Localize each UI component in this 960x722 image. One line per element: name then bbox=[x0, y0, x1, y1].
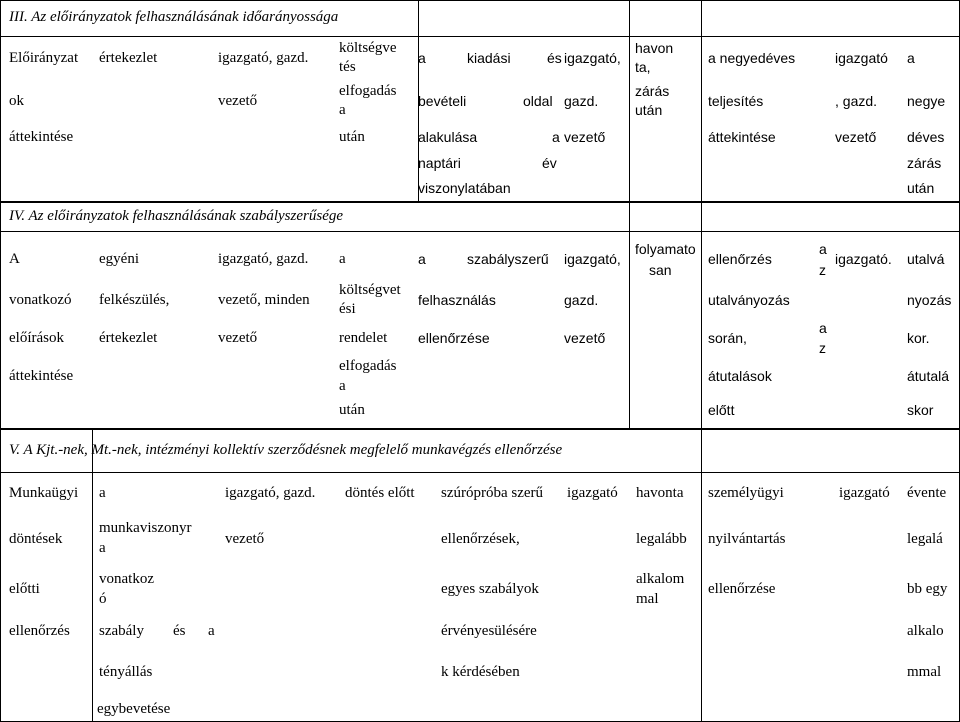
cell-text: skor bbox=[907, 402, 934, 418]
cell-text: alkalo bbox=[907, 623, 944, 639]
cell-text: igazgató, gazd. bbox=[218, 251, 309, 267]
cell-text: vezető bbox=[835, 129, 877, 145]
section5-table bbox=[0, 429, 960, 722]
cell-text: , gazd. bbox=[835, 93, 878, 109]
cell-text: Előirányzat bbox=[9, 50, 79, 66]
cell-text: előírások bbox=[9, 330, 64, 346]
cell-text: gazd. bbox=[564, 93, 599, 109]
cell-text: bevételi bbox=[418, 93, 467, 109]
cell-text: szúrópróba szerű bbox=[441, 485, 544, 501]
cell-text: a bbox=[819, 320, 827, 336]
cell-text: évente bbox=[907, 485, 947, 501]
header-row-divider bbox=[1, 231, 959, 232]
column-divider bbox=[629, 203, 630, 428]
cell-text: a bbox=[819, 241, 827, 257]
cell-text: a bbox=[99, 540, 106, 556]
cell-text: kor. bbox=[907, 330, 930, 346]
cell-text: igazgató, bbox=[564, 251, 621, 267]
column-divider bbox=[701, 1, 702, 201]
section3-title: III. Az előirányzatok felhasználásának időarányossága bbox=[9, 9, 339, 25]
cell-text: a bbox=[418, 251, 426, 267]
cell-text: alkalom bbox=[636, 571, 685, 587]
cell-text: egyéni bbox=[99, 251, 139, 267]
cell-text: alakulása bbox=[418, 129, 478, 145]
cell-text: igazgató bbox=[839, 485, 890, 501]
cell-text: vezető bbox=[225, 531, 265, 547]
section4-table bbox=[0, 202, 960, 429]
cell-text: vezető, minden bbox=[218, 292, 310, 308]
cell-text: z bbox=[819, 340, 826, 356]
cell-text: igazgató, bbox=[564, 50, 621, 66]
cell-text: átutalá bbox=[907, 368, 950, 384]
cell-text: havon bbox=[635, 40, 674, 56]
cell-text: a bbox=[907, 50, 915, 66]
cell-text: Munkaügyi bbox=[9, 485, 79, 501]
cell-text: k kérdésében bbox=[441, 664, 520, 680]
cell-text: A bbox=[9, 251, 20, 267]
cell-text: után bbox=[907, 180, 935, 196]
cell-text: tényállás bbox=[99, 664, 153, 680]
cell-text: áttekintése bbox=[9, 368, 74, 384]
cell-text: legalább bbox=[636, 531, 687, 547]
cell-text: egyes szabályok bbox=[441, 581, 539, 597]
cell-text: havonta bbox=[636, 485, 684, 501]
header-row-divider bbox=[1, 472, 959, 473]
header-row-divider bbox=[1, 36, 959, 37]
cell-text: utalványozás bbox=[708, 292, 790, 308]
cell-text: a negyedéves bbox=[708, 50, 796, 66]
cell-text: negye bbox=[907, 93, 946, 109]
cell-text: tés bbox=[339, 59, 356, 75]
cell-text: legalá bbox=[907, 531, 943, 547]
cell-text: egybevetése bbox=[97, 701, 171, 717]
cell-text: során, bbox=[708, 330, 747, 346]
cell-text: a bbox=[552, 129, 560, 145]
cell-text: san bbox=[649, 262, 672, 278]
cell-text: szabályszerű bbox=[467, 251, 549, 267]
cell-text: döntések bbox=[9, 531, 63, 547]
cell-text: déves bbox=[907, 129, 945, 145]
cell-text: szabály bbox=[99, 623, 144, 639]
cell-text: a bbox=[339, 102, 346, 118]
cell-text: z bbox=[819, 262, 826, 278]
cell-text: ok bbox=[9, 93, 24, 109]
cell-text: felhasználás bbox=[418, 292, 496, 308]
cell-text: gazd. bbox=[564, 292, 599, 308]
cell-text: igazgató, gazd. bbox=[225, 485, 316, 501]
cell-text: értekezlet bbox=[99, 330, 158, 346]
cell-text: a bbox=[99, 485, 106, 501]
cell-text: év bbox=[542, 155, 557, 171]
cell-text: kiadási bbox=[467, 50, 511, 66]
cell-text: előtti bbox=[9, 581, 40, 597]
column-divider bbox=[92, 430, 93, 721]
column-divider bbox=[701, 430, 702, 721]
cell-text: zárás bbox=[907, 155, 942, 171]
cell-text: átutalások bbox=[708, 368, 772, 384]
cell-text: költségvet bbox=[339, 282, 401, 298]
cell-text: ellenőrzése bbox=[708, 581, 776, 597]
cell-text: vonatkozó bbox=[9, 292, 72, 308]
column-divider bbox=[629, 1, 630, 201]
cell-text: igazgató. bbox=[835, 251, 892, 267]
cell-text: és bbox=[173, 623, 186, 639]
cell-text: vezető bbox=[564, 330, 606, 346]
cell-text: a bbox=[339, 378, 346, 394]
cell-text: ellenőrzések, bbox=[441, 531, 520, 547]
cell-text: áttekintése bbox=[708, 129, 776, 145]
section5-title: V. A Kjt.-nek, Mt.-nek, intézményi kollektív szerződésnek megfelelő munkavégzés ellenőrzése bbox=[9, 442, 563, 458]
cell-text: zárás bbox=[635, 83, 670, 99]
cell-text: utalvá bbox=[907, 251, 945, 267]
cell-text: elfogadás bbox=[339, 358, 397, 374]
cell-text: után bbox=[339, 129, 365, 145]
cell-text: áttekintése bbox=[9, 129, 74, 145]
cell-text: és bbox=[547, 50, 562, 66]
cell-text: bb egy bbox=[907, 581, 948, 597]
cell-text: nyozás bbox=[907, 292, 952, 308]
cell-text: döntés előtt bbox=[345, 485, 415, 501]
cell-text: naptári bbox=[418, 155, 461, 171]
cell-text: a bbox=[418, 50, 426, 66]
section3-table bbox=[0, 0, 960, 202]
cell-text: elfogadás bbox=[339, 83, 397, 99]
cell-text: személyügyi bbox=[708, 485, 784, 501]
cell-text: mal bbox=[636, 591, 659, 607]
cell-text: felkészülés, bbox=[99, 292, 170, 308]
cell-text: mmal bbox=[907, 664, 942, 680]
cell-text: ellenőrzés bbox=[708, 251, 772, 267]
cell-text: nyilvántartás bbox=[708, 531, 786, 547]
cell-text: a bbox=[208, 623, 215, 639]
cell-text: ó bbox=[99, 591, 107, 607]
cell-text: vezető bbox=[564, 129, 606, 145]
cell-text: előtt bbox=[708, 402, 735, 418]
cell-text: munkaviszonyr bbox=[99, 520, 192, 536]
cell-text: viszonylatában bbox=[418, 180, 511, 196]
cell-text: ési bbox=[339, 301, 356, 317]
cell-text: a bbox=[339, 251, 346, 267]
cell-text: ta, bbox=[635, 59, 651, 75]
cell-text: rendelet bbox=[339, 330, 388, 346]
cell-text: vezető bbox=[218, 93, 258, 109]
cell-text: igazgató, gazd. bbox=[218, 50, 309, 66]
cell-text: teljesítés bbox=[708, 93, 764, 109]
section4-title: IV. Az előirányzatok felhasználásának szabályszerűsége bbox=[9, 208, 344, 224]
cell-text: vezető bbox=[218, 330, 258, 346]
cell-text: érvényesülésére bbox=[441, 623, 537, 639]
cell-text: igazgató bbox=[835, 50, 888, 66]
cell-text: vonatkoz bbox=[99, 571, 154, 587]
cell-text: igazgató bbox=[567, 485, 618, 501]
cell-text: ellenőrzés bbox=[9, 623, 70, 639]
cell-text: után bbox=[339, 402, 365, 418]
cell-text: után bbox=[635, 102, 663, 118]
cell-text: értekezlet bbox=[99, 50, 158, 66]
cell-text: költségve bbox=[339, 40, 397, 56]
column-divider bbox=[701, 203, 702, 428]
cell-text: folyamato bbox=[635, 241, 696, 257]
cell-text: ellenőrzése bbox=[418, 330, 490, 346]
cell-text: oldal bbox=[523, 93, 553, 109]
